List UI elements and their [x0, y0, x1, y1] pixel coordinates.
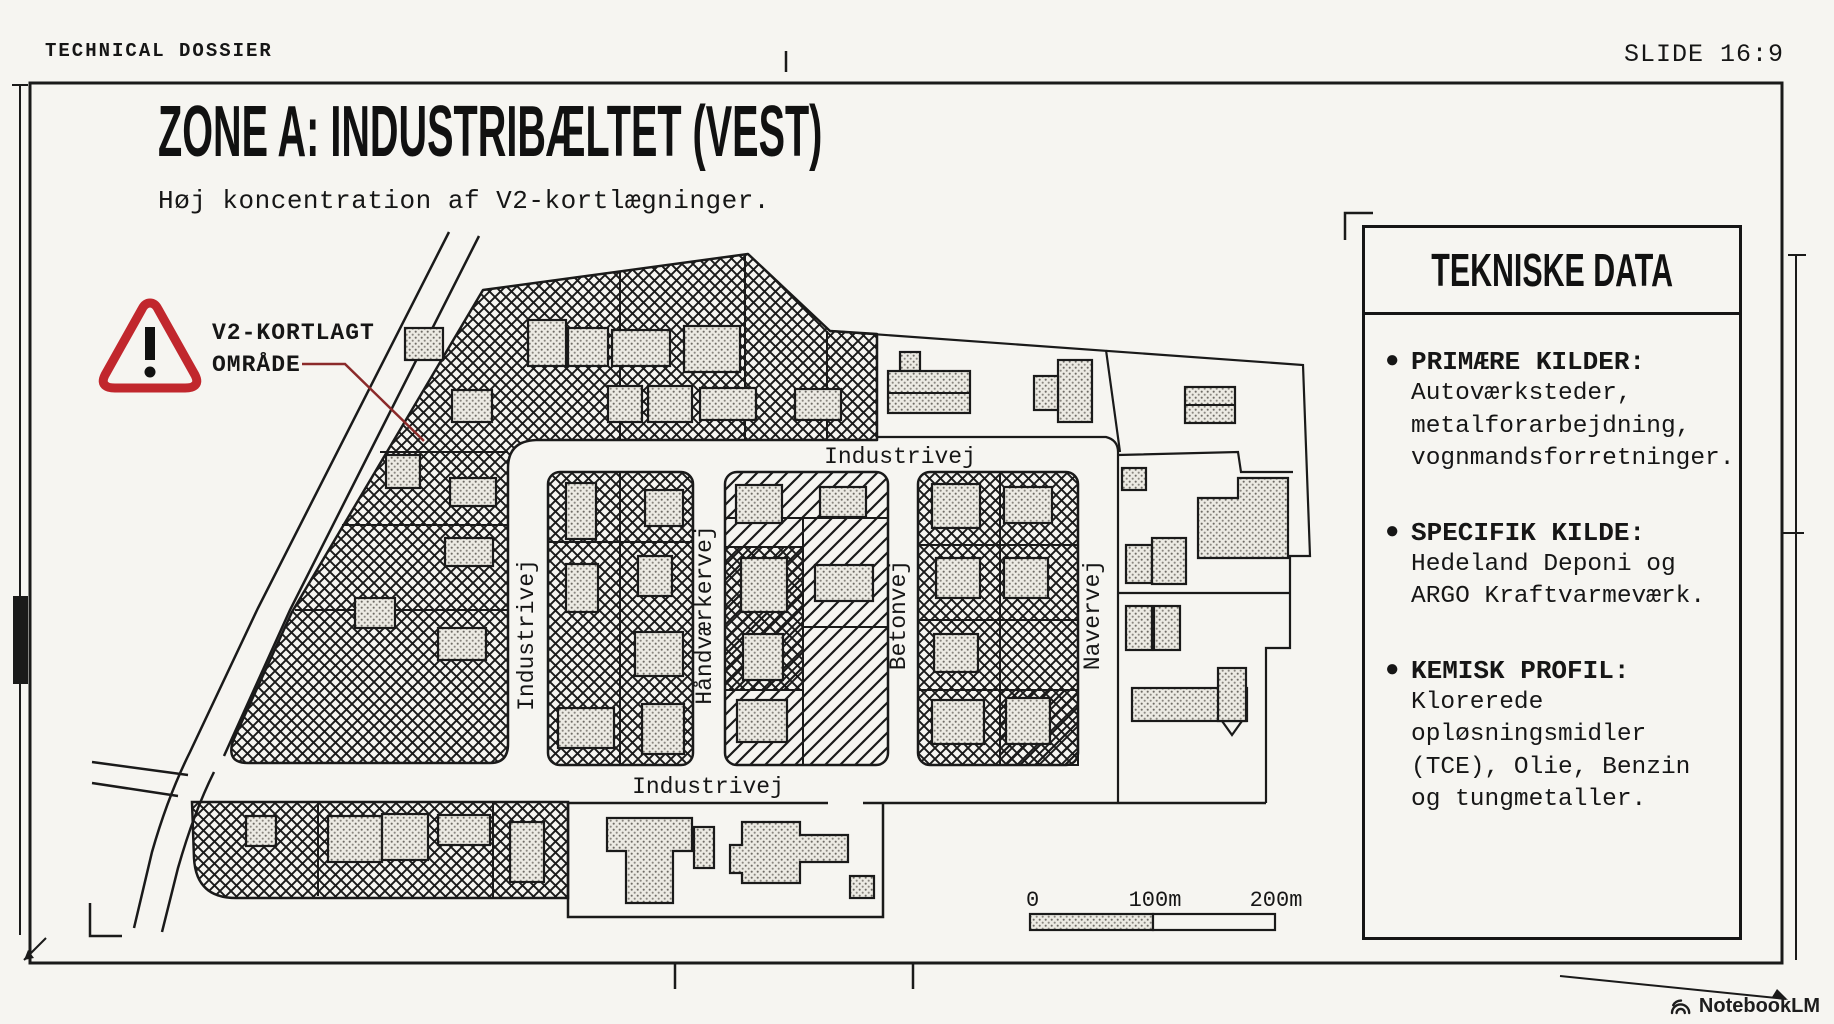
- page-subtitle: Høj koncentration af V2-kortlægninger.: [158, 186, 770, 216]
- legend-label-line1: V2-KORTLAGT: [212, 320, 375, 346]
- notebooklm-logo-icon: [1669, 996, 1693, 1018]
- left-ruler-bar: [13, 596, 28, 684]
- panel-item-text: og tungmetaller.: [1411, 786, 1647, 813]
- legend-label-line2: OMRÅDE: [212, 352, 301, 378]
- warning-triangle-icon: [103, 303, 197, 388]
- panel-item-text: Autoværksteder,: [1411, 380, 1632, 407]
- city-block-2: [725, 472, 888, 765]
- street-industrivej-bottom-label: Industrivej: [632, 774, 784, 800]
- bottom-strip: [192, 802, 568, 898]
- panel-header: [1365, 228, 1739, 315]
- street-industrivej-top-label: Industrivej: [824, 444, 976, 470]
- corner-bracket-bottom-left: [90, 903, 122, 936]
- city-block-3: [918, 472, 1078, 765]
- footer-brand: [1669, 995, 1820, 1018]
- panel-body: [1365, 315, 1739, 817]
- document-kicker: TECHNICAL DOSSIER: [45, 40, 273, 62]
- street-navervej-label: Navervej: [1080, 559, 1106, 671]
- panel-item-heading: SPECIFIK KILDE:: [1411, 517, 1646, 548]
- panel-item-text: metalforarbejdning,: [1411, 412, 1691, 440]
- panel-item-text: Klorerede: [1411, 688, 1544, 716]
- bullet-icon: ●: [1385, 656, 1400, 684]
- panel-item-heading: KEMISK PROFIL:: [1411, 655, 1630, 686]
- panel-item-text: opløsningsmidler: [1411, 721, 1647, 748]
- tech-data-panel: [1362, 225, 1742, 940]
- panel-item-heading: PRIMÆRE KILDER:: [1411, 347, 1646, 377]
- scale-100m-label: 100m: [1128, 888, 1182, 913]
- panel-title: TEKNISKE DATA: [1431, 244, 1673, 296]
- brand-name: NotebookLM: [1698, 995, 1820, 1017]
- street-betonvej-label: Betonvej: [886, 559, 912, 671]
- panel-item-text: (TCE), Olie, Benzin: [1411, 753, 1691, 781]
- panel-item-kemisk-profil: [1385, 656, 1721, 817]
- panel-item-text: ARGO Kraftvarmeværk.: [1411, 583, 1706, 610]
- scale-bar: [1026, 888, 1302, 930]
- street-industrivej-left-label: Industrivej: [514, 559, 540, 711]
- bullet-icon: ●: [1385, 518, 1400, 546]
- panel-item-specifik-kilde: [1385, 518, 1721, 614]
- scale-zero-label: 0: [1026, 888, 1040, 913]
- panel-item-text: vognmandsforretninger.: [1411, 445, 1735, 472]
- street-handvaerkervej-label: Håndværkervej: [692, 525, 718, 705]
- panel-item-primaere-kilder: [1385, 347, 1735, 476]
- page-title: ZONE A: INDUSTRIBÆLTET (VEST): [158, 92, 823, 172]
- slide-format-tag: SLIDE 16:9: [1623, 40, 1784, 69]
- scale-200m-label: 200m: [1249, 888, 1303, 913]
- panel-item-text: Hedeland Deponi og: [1411, 550, 1676, 578]
- bullet-icon: ●: [1385, 348, 1400, 375]
- city-block-1: [548, 472, 693, 765]
